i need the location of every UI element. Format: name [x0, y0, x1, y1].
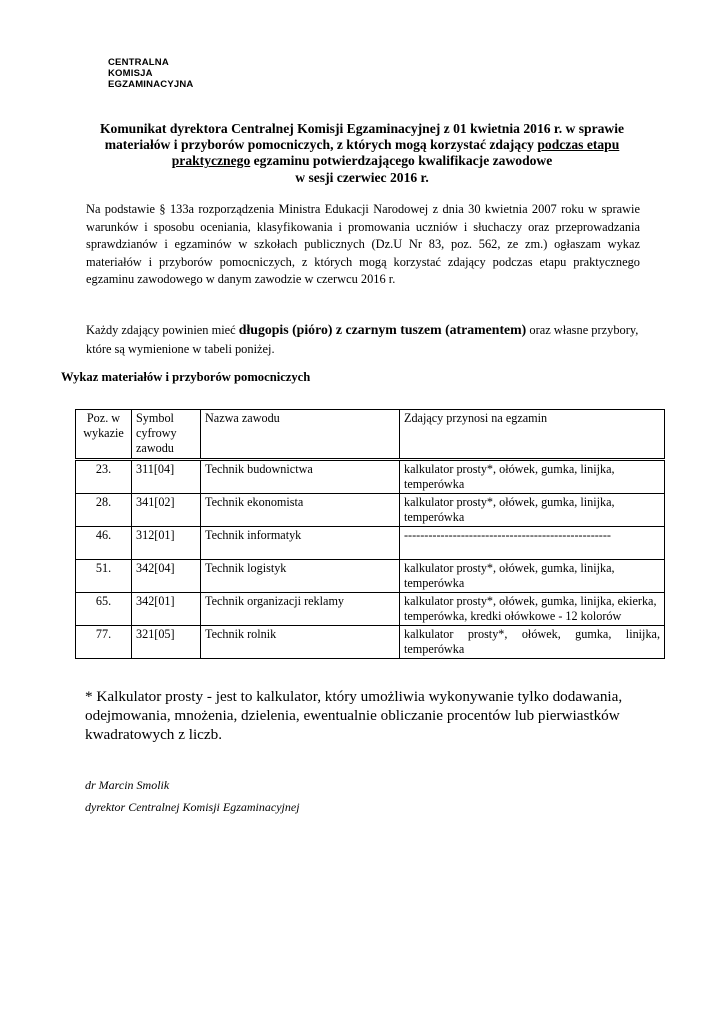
- title-underlined-1: podczas etapu: [537, 137, 620, 153]
- header-poz: Poz. w wykazie: [76, 410, 132, 460]
- requirements-bold: długopis (pióro) z czarnym tuszem (atramentem): [238, 322, 527, 337]
- cell-nazwa: Technik budownictwa: [201, 460, 400, 494]
- cell-poz: 28.: [76, 494, 132, 527]
- calculator-footnote: * Kalkulator prosty - jest to kalkulator, który umożliwia wykonywanie tylko dodawania, odejmowania, mnożenia, dzielenia, ewentualnie obliczanie procentów lub pierwiastków kwadratowych z liczb.: [85, 688, 623, 743]
- cell-symbol: 342[04]: [132, 560, 201, 593]
- cell-nazwa: Technik ekonomista: [201, 494, 400, 527]
- table-row: [76, 593, 665, 626]
- logo-line-3: EGZAMINACYJNA: [108, 79, 194, 90]
- cell-symbol: 342[01]: [132, 593, 201, 626]
- table-row: [76, 460, 665, 494]
- cell-nazwa: Technik logistyk: [201, 560, 400, 593]
- cell-przybory: kalkulator prosty*, ołówek, gumka, linijka, temperówka: [400, 560, 665, 593]
- section-title: Wykaz materiałów i przyborów pomocniczych: [61, 370, 311, 384]
- cell-przybory: kalkulator prosty*, ołówek, gumka, linijka, ekierka, temperówka, kredki ołówkowe - 12 kolorów: [400, 593, 665, 626]
- table-row: [76, 494, 665, 527]
- requirements-before: Każdy zdający powinien mieć: [86, 323, 239, 337]
- cell-przybory: kalkulator prosty*, ołówek, gumka, linijka, temperówka: [400, 494, 665, 527]
- table-row: [76, 527, 665, 560]
- cell-nazwa: Technik informatyk: [201, 527, 400, 560]
- cell-poz: 51.: [76, 560, 132, 593]
- cell-nazwa: Technik organizacji reklamy: [201, 593, 400, 626]
- requirements-paragraph: [86, 321, 646, 358]
- document-title: [70, 121, 654, 186]
- title-part-2: egzaminu potwierdzającego kwalifikacje zawodowe: [250, 153, 553, 169]
- cell-poz: 77.: [76, 626, 132, 659]
- title-underlined-2: praktycznego: [171, 153, 251, 169]
- cell-poz: 46.: [76, 527, 132, 560]
- cell-symbol: 312[01]: [132, 527, 201, 560]
- cke-logo: [108, 57, 193, 90]
- table-row: [76, 560, 665, 593]
- table-row: [76, 626, 665, 659]
- requirements-after: oraz własne przybory, które są wymienione w tabeli poniżej.: [86, 323, 639, 356]
- cell-poz: 65.: [76, 593, 132, 626]
- cell-nazwa: Technik rolnik: [201, 626, 400, 659]
- logo-line-1: CENTRALNA: [108, 57, 169, 68]
- cell-symbol: 341[02]: [132, 494, 201, 527]
- header-przybory: Zdający przynosi na egzamin: [400, 410, 665, 460]
- cell-przybory: kalkulator prosty*, ołówek, gumka, linijka, temperówka: [400, 460, 665, 494]
- signature-block: [85, 774, 300, 818]
- signature-name: dr Marcin Smolik: [85, 778, 170, 792]
- cell-przybory: kalkulator prosty*, ołówek, gumka, linijka, temperówka: [400, 626, 665, 659]
- title-last-line: w sesji czerwiec 2016 r.: [295, 169, 429, 185]
- table-header-row: [76, 410, 665, 460]
- materials-table: [75, 409, 665, 659]
- title-part-1: Komunikat dyrektora Centralnej Komisji Egzaminacyjnej z 01 kwietnia 2016 r. w sprawie materiałów i przyborów pomocniczych, z których mogą korzystać zdający: [99, 121, 625, 153]
- header-nazwa: Nazwa zawodu: [201, 410, 400, 460]
- logo-line-2: KOMISJA: [108, 68, 153, 79]
- cell-poz: 23.: [76, 460, 132, 494]
- signature-role: dyrektor Centralnej Komisji Egzaminacyjnej: [85, 800, 300, 814]
- header-symbol: Symbol cyfrowy zawodu: [132, 410, 201, 460]
- legal-basis-paragraph: Na podstawie § 133a rozporządzenia Ministra Edukacji Narodowej z dnia 30 kwietnia 2007 roku w sprawie warunków i sposobu oceniania, klasyfikowania i promowania uczniów i słuchaczy oraz przeprowadzania sprawdzianów i egzaminów w szkołach publicznych (Dz.U Nr 83, poz. 562, ze zm.) ogłaszam wykaz materiałów i przyborów pomocniczych, z których mogą korzystać zdający podczas etapu praktycznego egzaminu zawodowego w danym zawodzie w czerwcu 2016 r.: [86, 202, 640, 287]
- cell-symbol: 311[04]: [132, 460, 201, 494]
- cell-przybory: ---------------------------------------------------: [400, 527, 665, 560]
- cell-symbol: 321[05]: [132, 626, 201, 659]
